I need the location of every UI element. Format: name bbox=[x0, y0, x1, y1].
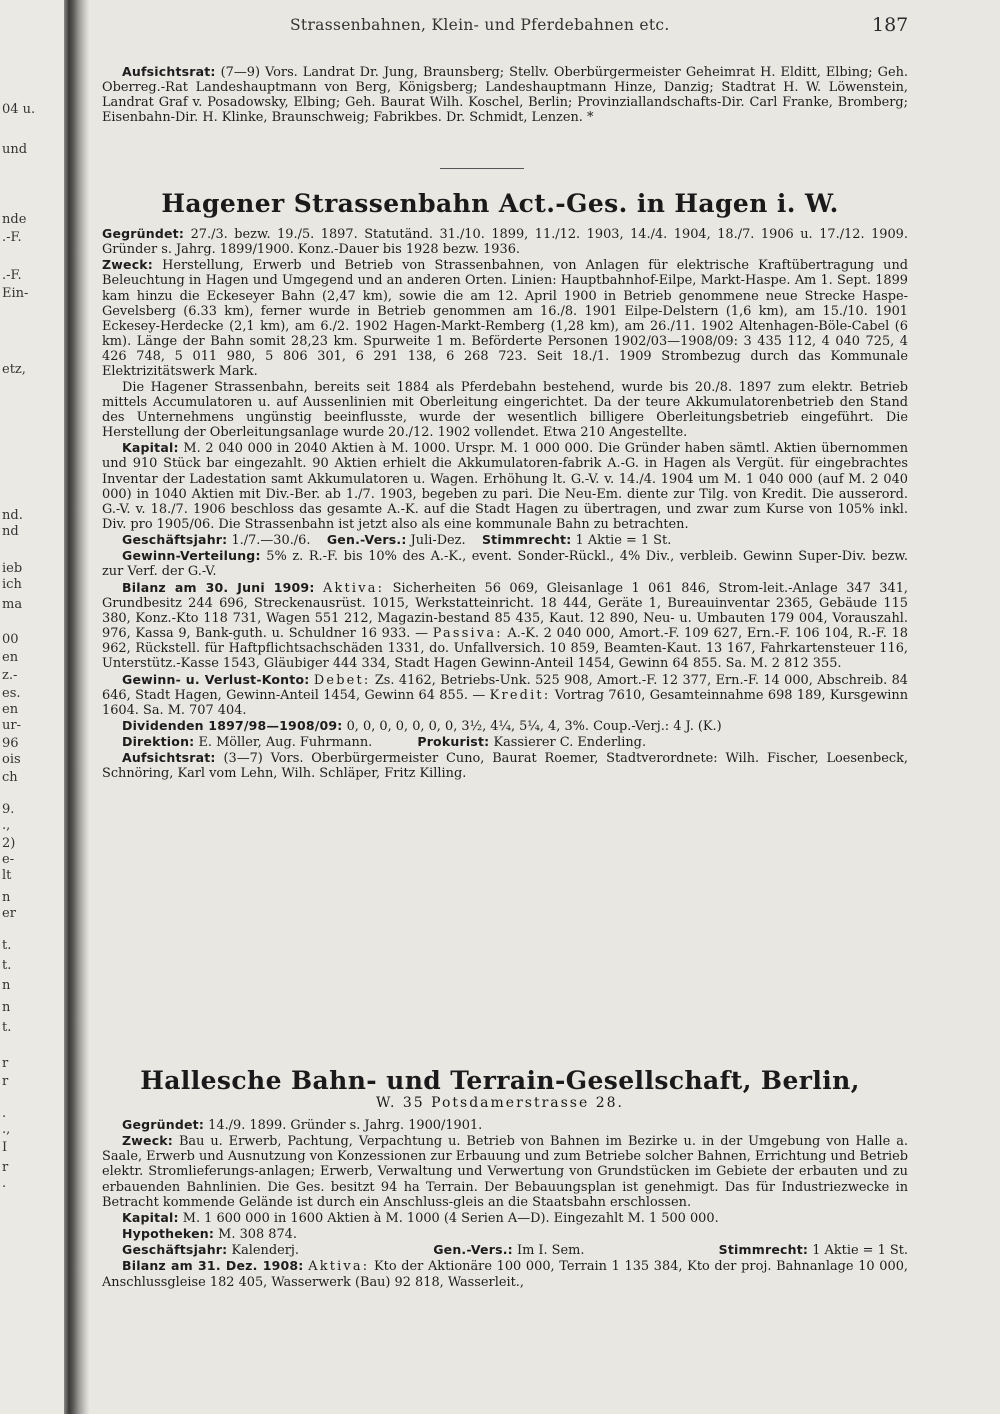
label-stimmrecht: Stimmrecht: bbox=[481, 532, 572, 548]
margin-fragment: 00 bbox=[2, 632, 19, 647]
margin-fragment: ois bbox=[2, 752, 21, 767]
hypotheken-text: M. 308 874. bbox=[218, 1227, 297, 1243]
label-gen-vers: Gen.-Vers.: bbox=[326, 532, 407, 548]
label-aufsichtsrat: Aufsichtsrat: bbox=[122, 64, 216, 79]
margin-fragment: ch bbox=[2, 770, 18, 785]
label-kapital: Kapital: bbox=[122, 440, 179, 456]
history-text: Die Hagener Strassenbahn, bereits seit 1884 als Pferdebahn bestehend, wurde bis 20./8. 1897 zum elektr. Betrieb mittels Accumulatoren u. auf Aussenlinien mit Oberleitung eingerichtet. Da der teure Akkumulatorenbetrieb den Stand des Unternehmens ungünstig beeinflusste, wurde der wesentlich billigere Oberleitungsbetrieb eingeführt. Die Herstellung der Oberleitungsanlage wurde 20./12. 1902 vollendet. Etwa 210 Angestellte. bbox=[102, 379, 908, 441]
gegruendet-halle-text: 14./9. 1899. Gründer s. Jahrg. 1900/1901. bbox=[208, 1118, 483, 1133]
margin-fragment: r bbox=[2, 1074, 9, 1089]
company-title-halle: Hallesche Bahn- und Terrain-Gesellschaft, Berlin, bbox=[140, 1066, 860, 1095]
margin-fragment: n bbox=[2, 1000, 11, 1015]
margin-fragment: n bbox=[2, 890, 11, 905]
label-zweck: Zweck: bbox=[102, 257, 154, 273]
margin-fragment: r bbox=[2, 1056, 9, 1071]
debet-word: Debet: bbox=[313, 672, 371, 688]
label-dividenden: Dividenden 1897/98—1908/09: bbox=[122, 718, 343, 733]
margin-fragment: 9. bbox=[2, 802, 15, 817]
geschaeftsjahr-text: 1./7.—30./6. bbox=[231, 533, 311, 549]
stimmrecht-text: 1 Aktie = 1 St. bbox=[575, 533, 672, 549]
footnote-mark: * bbox=[586, 110, 594, 126]
aktiva-word-halle: Aktiva: bbox=[308, 1259, 370, 1275]
margin-fragment: nd bbox=[2, 524, 19, 539]
margin-fragment: nde bbox=[2, 212, 27, 227]
margin-fragment: 2) bbox=[2, 836, 16, 851]
prev-entry-aufsichtsrat bbox=[102, 64, 908, 126]
company-title-hagen: Hagener Strassenbahn Act.-Ges. in Hagen i. W. bbox=[161, 189, 839, 218]
kapital-text: M. 2 040 000 in 2040 Aktien à M. 1000. Urspr. M. 1 000 000. Die Gründer haben sämtl. Aktien übernommen und 910 Stück bar eingezahlt. 90 Aktien erhielt die Akkumulatoren-fabrik A.-G. in Hagen als Vergüt. für eingebrachtes Inventar der Ladestation samt Akkumulatoren u. Wagen. Erhöhung lt. G.-V. v. 14./4. 1904 um M. 1 040 000 (auf M. 2 040 000) in 1040 Aktien mit Div.-Ber. ab 1./7. 1903, begeben zu pari. Die Neu-Em. diente zur Tilg. von Kredit. Die ausserord. G.-V. v. 18./7. 1906 beschloss das gesamte A.-K. auf die Stadt Hagen zu übertragen, und zwar zum Kurse von 105% inkl. Div. pro 1905/06. Die Strassenbahn ist jetzt also als eine kommunale Bahn zu betrachten. bbox=[102, 441, 908, 532]
margin-fragment: I bbox=[2, 1140, 8, 1155]
margin-fragment: . bbox=[2, 1176, 7, 1191]
label-aufsichtsrat-hagen: Aufsichtsrat: bbox=[122, 750, 216, 766]
label-hypotheken: Hypotheken: bbox=[122, 1226, 215, 1242]
label-kapital-halle: Kapital: bbox=[122, 1209, 179, 1225]
margin-fragment: ma bbox=[2, 597, 23, 612]
label-bilanz-halle: Bilanz am 31. Dez. 1908: bbox=[122, 1258, 304, 1274]
zweck-text: Herstellung, Erwerb und Betrieb von Strassenbahnen, von Anlagen für elektrische Kraftübertragung und Beleuchtung in Hagen und Umgegend und an anderen Orten. Linien: Hauptbahnhof-Eilpe, Markt-Haspe. Am 1. Sept. 1899 kam hinzu die Eckeseyer Bahn (2,47 km), sowie die am 12. April 1900 in Betrieb genommene neue Strecke Haspe-Gevelsberg (6.33 km), ferner wurde in Betrieb genommen am 16./8. 1901 Eilpe-Delstern (1,6 km), am 15./10. 1901 Eckesey-Herdecke (2,1 km), am 6./2. 1902 Hagen-Markt-Remberg (1,28 km), am 26./11. 1902 Altenhagen-Böle-Cabel (6 km). Länge der Bahn somit 28,23 km. Spurweite 1 m. Beförderte Personen 1902/03—1908/09: 3 435 112, 4 040 725, 4 426 748, 5 011 980, 5 806 301, 6 291 138, 6 268 723. Seit 18./1. 1909 Strombezug durch das Kommunale Elektrizitätswerk Mark. bbox=[102, 258, 908, 380]
margin-fragment: lt bbox=[2, 868, 12, 883]
label-gewinn-verlust: Gewinn- u. Verlust-Konto: bbox=[122, 671, 310, 687]
margin-fragment: er bbox=[2, 906, 16, 921]
margin-fragment: . bbox=[2, 1106, 7, 1121]
passiva-word: Passiva: bbox=[432, 626, 503, 642]
margin-fragment: Ein- bbox=[2, 286, 29, 301]
margin-fragment: t. bbox=[2, 958, 12, 973]
kapital-halle-text: M. 1 600 000 in 1600 Aktien à M. 1000 (4 Serien A—D). Eingezahlt M. 1 500 000. bbox=[182, 1210, 719, 1226]
dividenden-text: 0, 0, 0, 0, 0, 0, 0, 3½, 4¼, 5¼, 4, 3%. Coup.-Verj.: 4 J. (K.) bbox=[346, 719, 722, 734]
bilanz-halle-text: Kto der Aktionäre 100 000, Terrain 1 135 384, Kto der proj. Bahnanlage 10 000, Anschlussgleise 182 405, Wasserwerk (Bau) 92 818, Wasserleit., bbox=[102, 1259, 908, 1290]
direktion-text: E. Möller, Aug. Fuhrmann. bbox=[198, 735, 373, 751]
kredit-text: Vortrag 7610, Gesamteinnahme 698 189, Kursgewinn 1604. Sa. M. 707 404. bbox=[102, 687, 908, 718]
label-geschaeftsjahr: Geschäftsjahr: bbox=[122, 532, 228, 548]
margin-fragment: ., bbox=[2, 1122, 11, 1137]
label-stimmrecht-halle: Stimmrecht: bbox=[718, 1242, 809, 1258]
company-address-halle: W. 35 Potsdamerstrasse 28. bbox=[376, 1095, 624, 1111]
debet-text: Zs. 4162, Betriebs-Unk. 525 908, Amort.-F. 12 377, Ern.-F. 14 000, Abschreib. 84 646, Stadt Hagen, Gewinn-Anteil 1454, Gewinn 64 855. — bbox=[102, 672, 908, 703]
margin-fragment: .-F. bbox=[2, 268, 22, 283]
prokurist-text: Kassierer C. Enderling. bbox=[493, 735, 647, 751]
running-header: Strassenbahnen, Klein- und Pferdebahnen etc. bbox=[290, 16, 670, 34]
margin-fragment: .-F. bbox=[2, 230, 22, 245]
label-zweck-halle: Zweck: bbox=[122, 1133, 174, 1149]
gen-vers-halle-text: Im I. Sem. bbox=[516, 1243, 585, 1259]
entry-hagen bbox=[102, 226, 908, 782]
margin-fragment: ., bbox=[2, 818, 11, 833]
margin-fragment: t. bbox=[2, 1020, 12, 1035]
aufsichtsrat-hagen-text: (3—7) Vors. Oberbürgermeister Cuno, Baurat Roemer, Stadtverordnete: Wilh. Fischer, Loesenbeck, Schnöring, Karl vom Lehn, Wilh. Schläper, Fritz Killing. bbox=[102, 751, 908, 782]
bilanz-passiva-text: A.-K. 2 040 000, Amort.-F. 109 627, Ern.-F. 106 104, R.-F. 18 962, Rückstell. für Haftpflichtsachschäden 1331, do. Unfallversich. 10 859, Beamten-Kaut. 13 167, Fahrkartensteuer 116, Unterstütz.-Kasse 1543, Gläubiger 444 334, Stadt Hagen Gewinn-Anteil 1454, Gewinn 64 855. Sa. M. 2 812 355. bbox=[102, 626, 908, 672]
label-gewinn-verteilung: Gewinn-Verteilung: bbox=[122, 548, 261, 564]
margin-fragment: e- bbox=[2, 852, 15, 867]
margin-fragment: r bbox=[2, 1160, 9, 1175]
margin-fragment: nd. bbox=[2, 508, 23, 523]
margin-fragment: es. bbox=[2, 686, 21, 701]
gewinn-verteilung-text: 5% z. R.-F. bis 10% des A.-K., event. Sonder-Rückl., 4% Div., verbleib. Gewinn Super-Div. bezw. zur Verf. der G.-V. bbox=[102, 549, 908, 580]
margin-fragment: z.- bbox=[2, 668, 18, 683]
label-bilanz: Bilanz am 30. Juni 1909: bbox=[122, 579, 315, 595]
label-gen-vers-halle: Gen.-Vers.: bbox=[433, 1242, 513, 1258]
label-geschaeftsjahr-halle: Geschäftsjahr: bbox=[122, 1242, 228, 1258]
kredit-word: Kredit: bbox=[489, 687, 551, 703]
separator-rule bbox=[440, 168, 524, 169]
gen-vers-text: Juli-Dez. bbox=[410, 533, 466, 549]
label-direktion: Direktion: bbox=[122, 734, 195, 750]
margin-fragment: und bbox=[2, 142, 28, 157]
aktiva-word: Aktiva: bbox=[323, 580, 385, 596]
margin-fragment: etz, bbox=[2, 362, 26, 377]
gegruendet-text: 27./3. bezw. 19./5. 1897. Statutänd. 31./10. 1899, 11./12. 1903, 14./4. 1904, 18./7. 1906 u. 17./12. 1909. Gründer s. Jahrg. 1899/1900. Konz.-Dauer bis 1928 bezw. 1936. bbox=[102, 227, 908, 258]
page-number: 187 bbox=[872, 14, 909, 36]
stimmrecht-halle-text: 1 Aktie = 1 St. bbox=[812, 1243, 908, 1259]
margin-fragment: ur- bbox=[2, 718, 21, 733]
label-gegruendet: Gegründet: bbox=[102, 226, 185, 241]
zweck-halle-text: Bau u. Erwerb, Pachtung, Verpachtung u. Betrieb von Bahnen im Bezirke u. in der Umgebung von Halle a. Saale, Erwerb und Ausnutzung von Konzessionen zur Erbauung und zum Betriebe solcher Bahnen, Errichtung und Betrieb elektr. Stromlieferungs-anlagen; Erwerb, Verwaltung und Verwertung von Grundstücken im Gebiete der erbauten und zu erbauenden Bahnlinien. Die Ges. besitzt 94 ha Terrain. Der Bebauungsplan ist genehmigt. Das für Industriezwecke in Betracht kommende Gelände ist durch ein Anschluss-gleis an die Staatsbahn erschlossen. bbox=[102, 1134, 908, 1210]
margin-fragment: en bbox=[2, 702, 19, 717]
entry-halle bbox=[102, 1117, 908, 1290]
geschaeftsjahr-halle-text: Kalenderj. bbox=[231, 1243, 299, 1259]
margin-fragment: ich bbox=[2, 577, 22, 592]
margin-fragment: 04 u. bbox=[2, 102, 36, 117]
label-gegruendet-halle: Gegründet: bbox=[122, 1117, 205, 1132]
margin-fragment: t. bbox=[2, 938, 12, 953]
label-prokurist: Prokurist: bbox=[417, 734, 490, 750]
bilanz-aktiva-text: Sicherheiten 56 069, Gleisanlage 1 061 846, Strom-leit.-Anlage 347 341, Grundbesitz 244 696, Streckenausrüst. 1015, Werkstatteinricht. 18 444, Geräte 1, Bureauinventar 2365, Gebäude 115 380, Konz.-Kto 118 731, Wagen 551 212, Magazin-bestand 85 435, Kaut. 12 890, Neu- u. Umbauten 179 004, Vorauszahl. 976, Kassa 9, Bank-guth. u. Schuldner 16 933. — bbox=[102, 580, 908, 642]
aufsichtsrat-text: (7—9) Vors. Landrat Dr. Jung, Braunsberg; Stellv. Oberbürgermeister Geheimrat H. Elditt, Elbing; Geh. Oberreg.-Rat Landeshauptmann von Berg, Königsberg; Landeshauptmann Hinze, Danzig; Stadtrat H. W. Löwenstein, Landrat Graf v. Posadowsky, Elbing; Geh. Baurat Wilh. Koschel, Berlin; Provinziallandschafts-Dir. Carl Franke, Bromberg; Eisenbahn-Dir. H. Klinke, Braunschweig; Fabrikbes. Dr. Schmidt, Lenzen. bbox=[102, 65, 908, 126]
margin-fragment: n bbox=[2, 978, 11, 993]
margin-fragment: 96 bbox=[2, 736, 19, 751]
margin-fragment: ieb bbox=[2, 561, 23, 576]
margin-fragment: en bbox=[2, 650, 19, 665]
